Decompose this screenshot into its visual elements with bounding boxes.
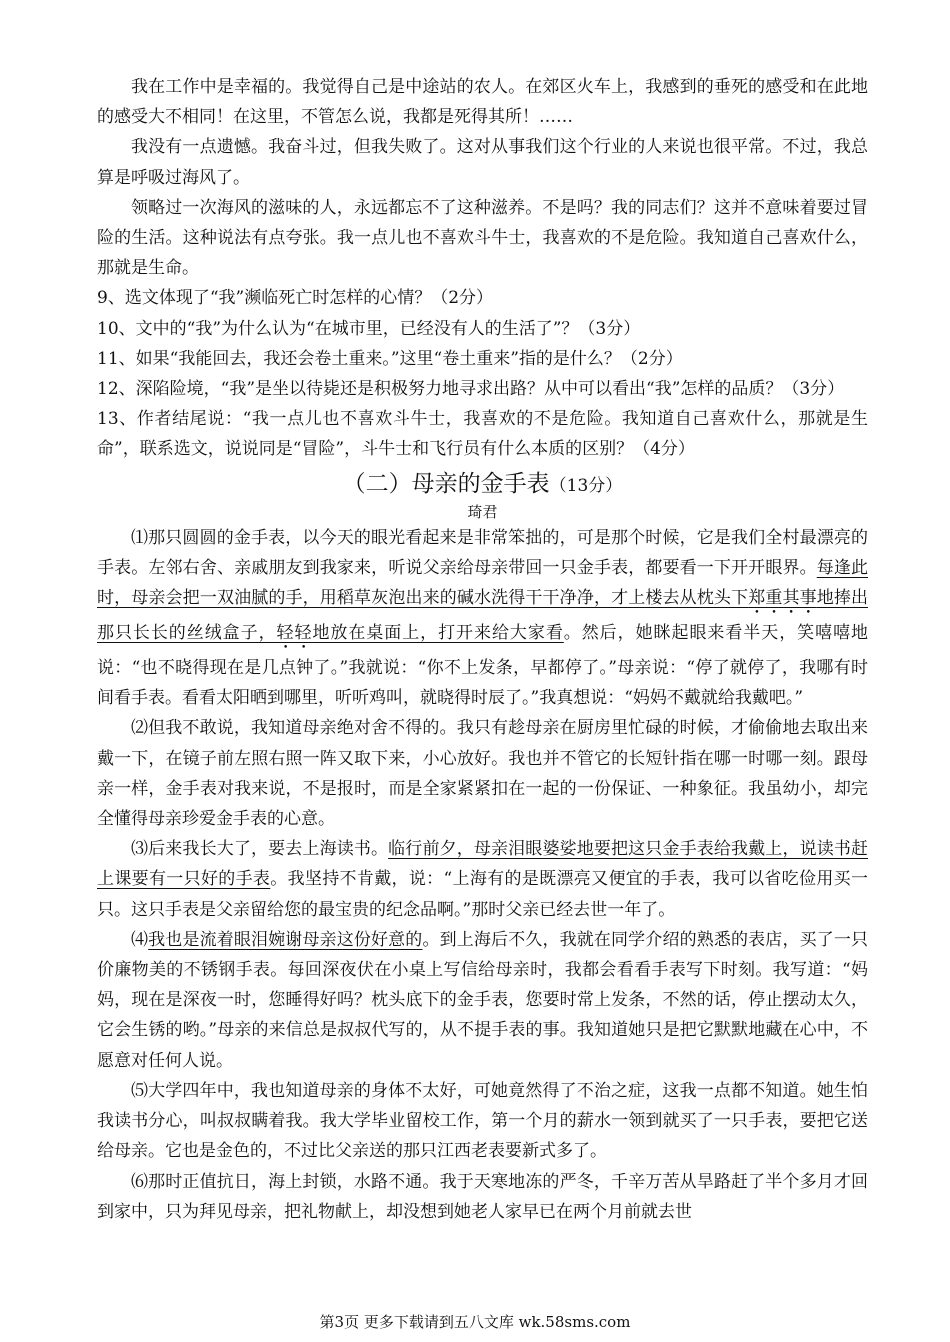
passage-1 (97, 72, 868, 283)
question-10: 10、文中的“我”为什么认为“在城市里，已经没有人的生活了”？（3分） (97, 318, 641, 339)
question-13: 13、作者结尾说：“我一点儿也不喜欢斗牛士，我喜欢的不是危险。我知道自己喜欢什么，那就是生命”，联系选文，说说同是“冒险”，斗牛士和飞行员有什么本质的区别？（4分） (97, 409, 868, 460)
question-12: 12、深陷险境，“我”是坐以待毙还是积极努力地寻求出路？从中可以看出“我”怎样的品质？（3分） (97, 379, 845, 400)
passage-2-paragraph-3 (97, 834, 868, 925)
question-9: 9、选文体现了“我”濒临死亡时怎样的心情？（2分） (97, 288, 494, 309)
passage-2-paragraph-2: ⑵但我不敢说，我知道母亲绝对舍不得的。我只有趁母亲在厨房里忙碌的时候，才偷偷地去取出来戴一下，在镜子前左照右照一阵又取下来，小心放好。我也并不管它的长短针指在哪一时哪一刻。跟母亲一样，金手表对我来说，不是报时，而是全家紧紧扣在一起的一份保证、一种象征。我虽幼小，却完全懂得母亲珍爱金手表的心意。 (97, 718, 868, 830)
paragraph-text: ⑴那只圆圆的金手表，以今天的眼光看起来是非常笨拙的，可是那个时候，它是我们全村最漂亮的手表。左邻右舍、亲戚朋友到我家来，听说父亲给母亲带回一只金手表，都要看一下开开眼界。 (97, 527, 868, 578)
section-2-title-text: （二）母亲的金手表 (342, 470, 550, 497)
underlined-sentence: 我也是流着眼泪婉谢母亲这份好意的 (148, 929, 423, 950)
question-11: 11、如果“我能回去，我还会卷土重来。”这里“卷土重来”指的是什么？（2分） (97, 348, 683, 369)
page-footer: 第3页 更多下载请到五八文库 wk.58sms.com (319, 1313, 631, 1331)
paragraph-text: 。到上海后不久，我就在同学介绍的熟悉的表店，买了一只价廉物美的不锈钢手表。每回深夜伏在小桌上写信给母亲时，我都会看看手表写下时刻。我写道：“妈妈，现在是深夜一时，您睡得好吗？枕头底下的金手表，您要时常上发条，不然的话，停止摆动太久，它会生锈的哟。”母亲的来信总是叔叔代写的，从不提手表的事。我知道她只是把它默默地藏在心中，不愿意对任何人说。 (97, 929, 869, 1071)
underlined-text: 地捧出那只长长的丝绒盒子， (97, 588, 869, 644)
paragraph-number: ⑷ (131, 929, 149, 950)
passage-1-paragraph: 我在工作中是幸福的。我觉得自己是中途站的农人。在郊区火车上，我感到的垂死的感受和在此地的感受大不相同！在这里，不管怎么说，我都是死得其所！…… (97, 77, 868, 128)
section-2-score: （13分） (549, 475, 623, 496)
section-2-title (97, 469, 868, 501)
underlined-text: 每逢此时，母亲会把一双油腻的手，用稻草灰泡出来的碱水洗得干干净净，才上楼去从枕头下 (97, 557, 869, 609)
underlined-sentence: 临行前夕，母亲泪眼婆娑地要把这只金手表给我戴上，说读书赶上课要有一只好的手表 (97, 839, 869, 890)
passage-2-paragraph-6: ⑹那时正值抗日，海上封锁，水路不通。我于天寒地冻的严冬，千辛万苦从旱路赶了半个多月才回到家中，只为拜见母亲，把礼物献上，却没想到她老人家早已在两个月前就去世 (97, 1171, 868, 1222)
paragraph-text: 。然后，她眯起眼来看半天，笑嘻嘻地说：“也不晓得现在是几点钟了。”我就说：“你不上发条，早都停了。”母亲说：“停了就停了，我哪有时间看手表。看看太阳晒到哪里，听听鸡叫，就晓得时辰了。”我真想说：“妈妈不戴就给我戴吧。” (97, 623, 869, 709)
dotted-emphasis-text: 郑重其事 (748, 588, 817, 609)
section-2-author: 琦君 (467, 502, 498, 521)
passage-2-paragraph-1 (97, 523, 868, 714)
passage-2-paragraph-5: ⑸大学四年中，我也知道母亲的身体不太好，可她竟然得了不治之症，这我一点都不知道。她生怕我读书分心，叫叔叔瞒着我。我大学毕业留校工作，第一个月的薪水一领到就买了一只手表，要把它送给母亲。它也是金色的，不过比父亲送的那只江西老表要新式多了。 (97, 1080, 868, 1162)
questions-1 (97, 283, 868, 464)
dotted-emphasis-text: 轻轻 (276, 623, 313, 644)
passage-2-paragraph-4 (97, 925, 868, 1076)
paragraph-text: 。我坚持不肯戴，说：“上海有的是既漂亮又便宜的手表，我可以省吃俭用买一只。这只手表是父亲留给您的最宝贵的纪念品啊。”那时父亲已经去世一年了。 (97, 869, 868, 920)
passage-1-paragraph: 领略过一次海风的滋味的人，永远都忘不了这种滋养。不是吗？我的同志们？这并不意味着要过冒险的生活。这种说法有点夸张。我一点儿也不喜欢斗牛士，我喜欢的不是危险。我知道自己喜欢什么，那就是生命。 (97, 197, 868, 279)
passage-1-paragraph: 我没有一点遗憾。我奋斗过，但我失败了。这对从事我们这个行业的人来说也很平常。不过，我总算是呼吸过海风了。 (97, 137, 868, 188)
passage-2 (97, 523, 868, 1227)
paragraph-text: ⑶后来我长大了，要去上海读书。 (131, 839, 389, 860)
underlined-text: 地放在桌面上，打开来给大家看 (312, 623, 564, 644)
